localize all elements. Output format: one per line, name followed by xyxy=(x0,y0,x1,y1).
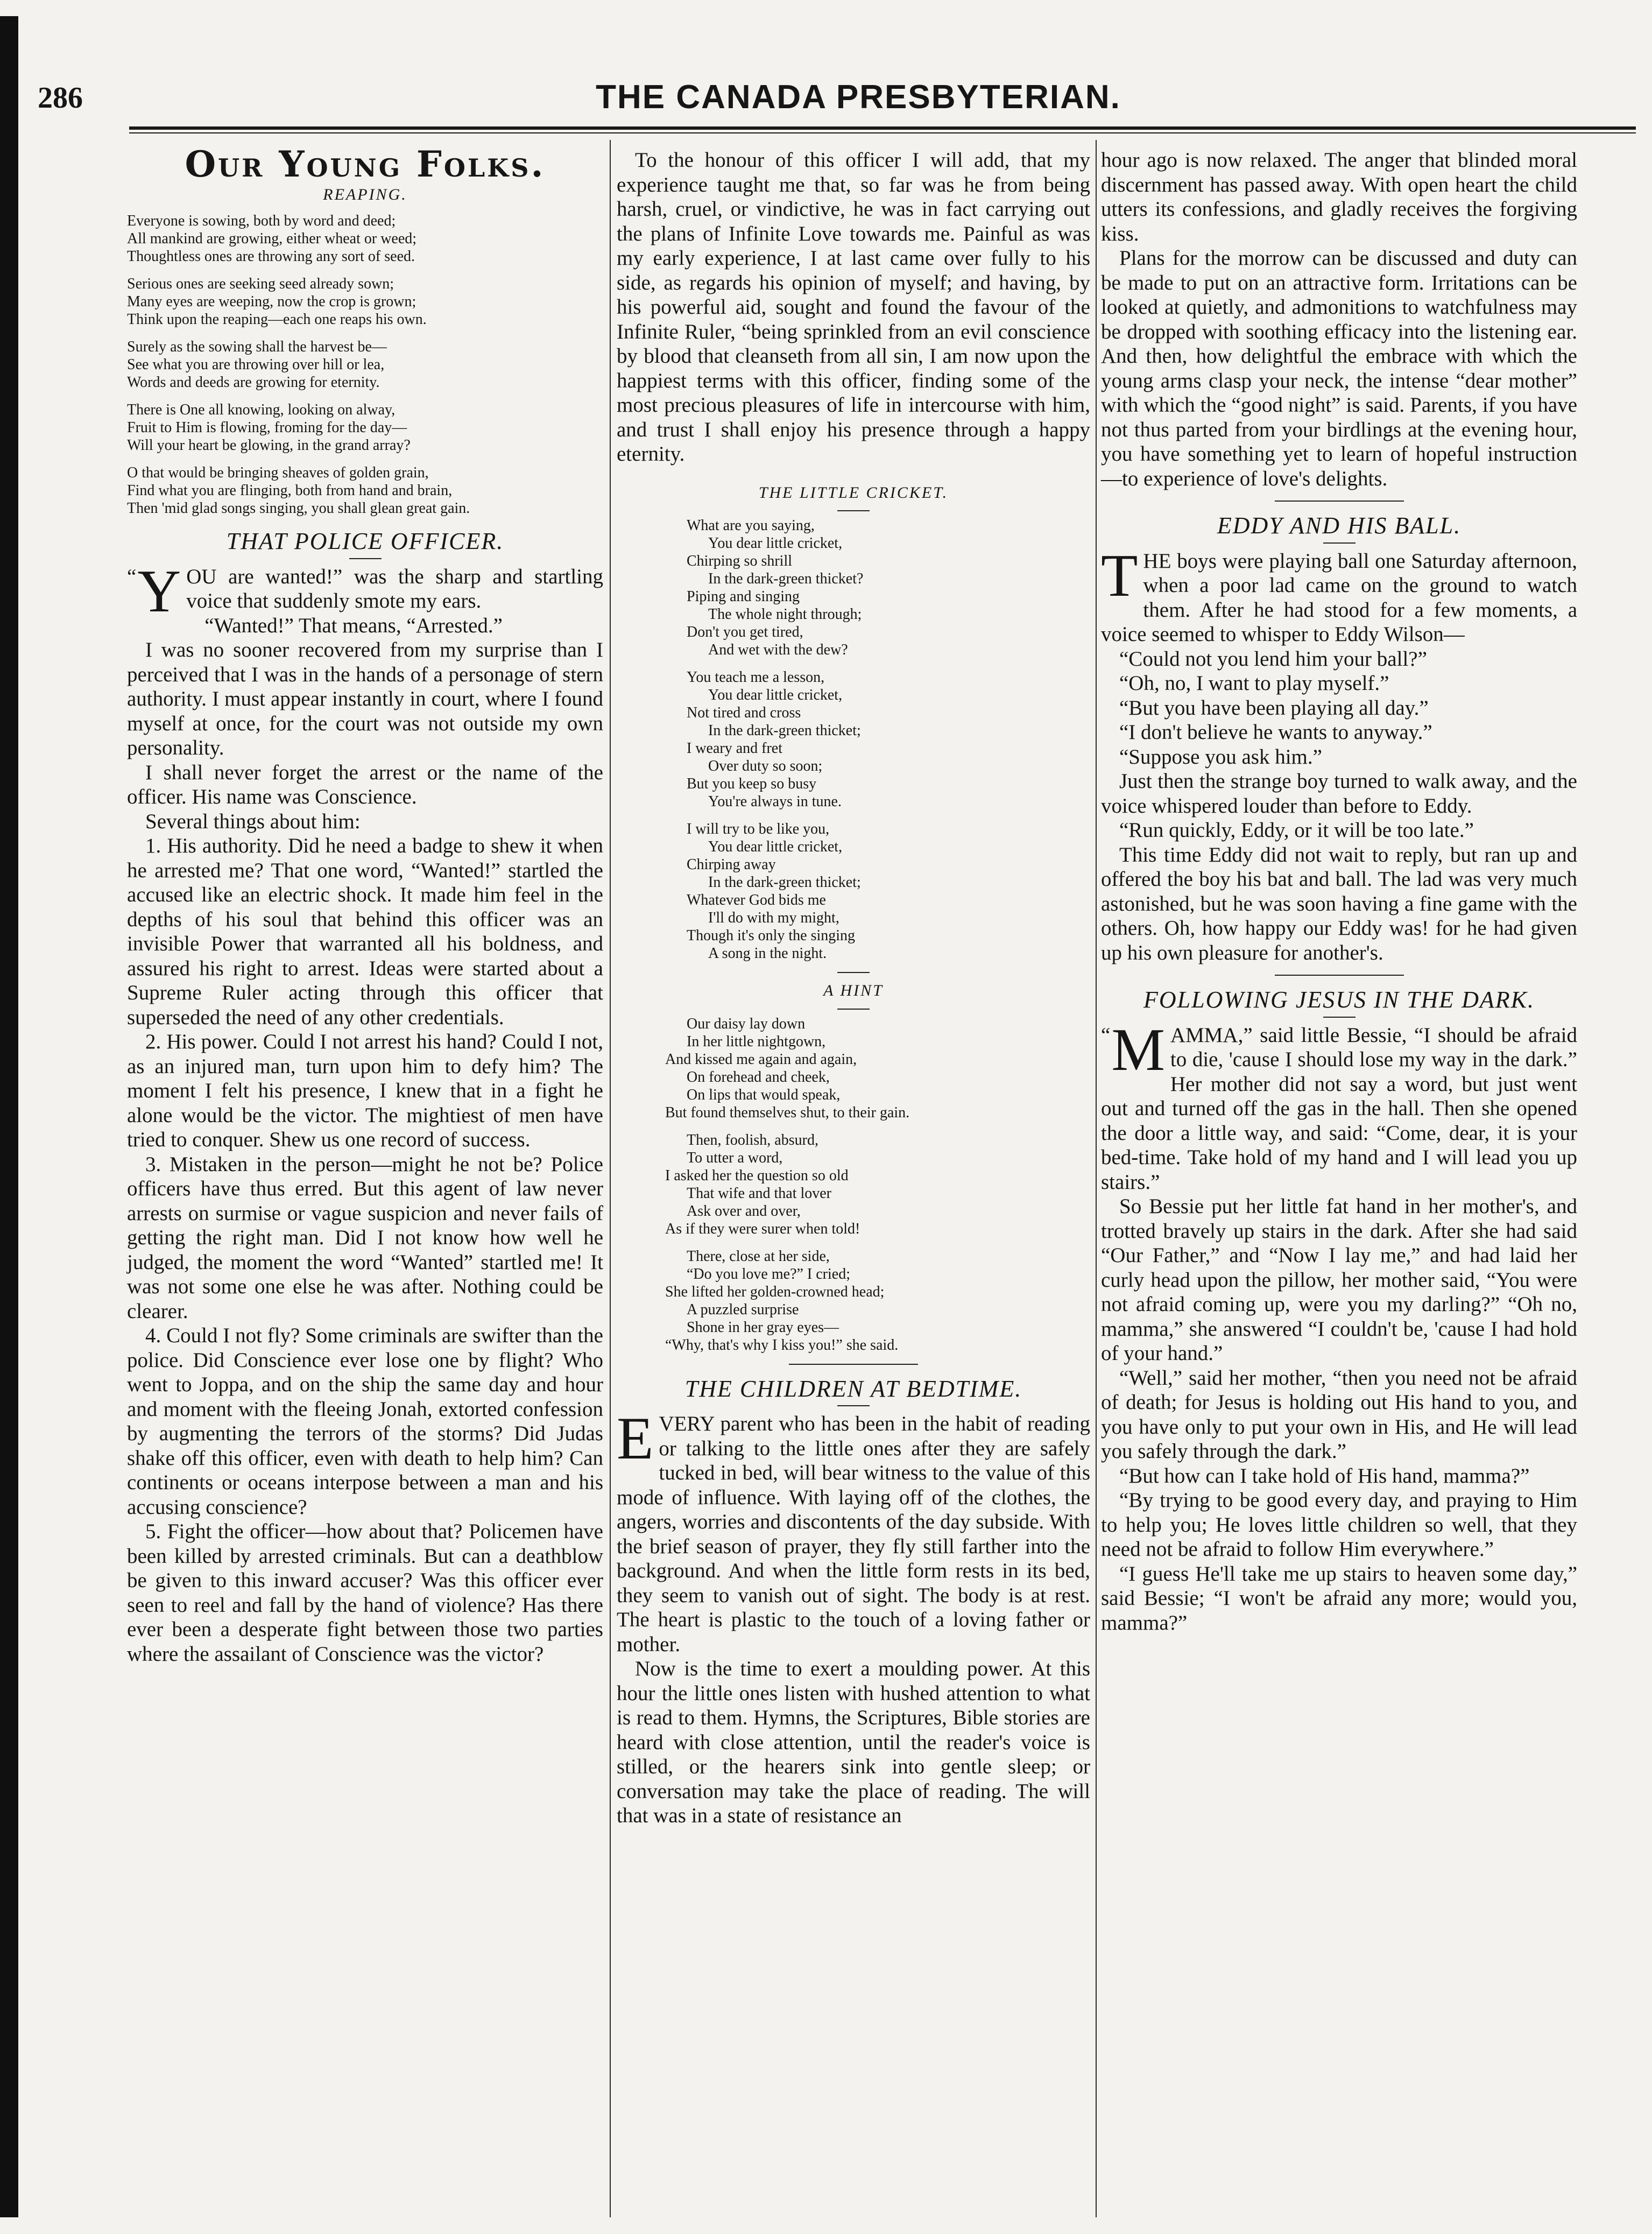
poem-line: Whatever God bids me xyxy=(687,892,826,908)
article-paragraph: “Run quickly, Eddy, or it will be too late.” xyxy=(1119,819,1474,842)
drop-cap: E xyxy=(617,1405,654,1472)
poem-line: “Do you love me?” I cried; xyxy=(687,1265,850,1282)
poem-stanza xyxy=(127,401,603,454)
article-paragraph: “Well,” said her mother, “then you need not be afraid of death; for Jesus is holding out His hand to you, and you have only to put your own in His, and He will lead you safely through the dark.” xyxy=(1101,1366,1577,1463)
article-paragraph: Plans for the morrow can be discussed and duty can be made to put on an attractive form. Irritations can be looked at quietly, and admonitions to watchfulness may be dropped with soothing efficacy into the listening ear. And then, how delightful the embrace with which the young arms clasp your neck, the intense “dear mother” with which the “good night” is said. Parents, if you have not thus parted from your birdlings at the evening hour, you have something yet to learn of hopeful instruction—to experience of love's delights. xyxy=(1101,246,1577,490)
poem-line: Many eyes are weeping, now the crop is grown; xyxy=(127,293,416,310)
article-continuation xyxy=(1101,246,1577,491)
open-quote: “ xyxy=(127,565,137,588)
poem-line: Chirping away xyxy=(687,856,776,873)
poem-hint xyxy=(665,1015,1090,1354)
poem-line: Serious ones are seeking seed already sown; xyxy=(127,276,394,292)
column-2 xyxy=(617,148,1090,1828)
poem-line: There, close at her side, xyxy=(687,1248,830,1265)
article-paragraph: “By trying to be good every day, and praying to Him to help you; He loves little children so well, that they need not be afraid to follow Him everywhere.” xyxy=(1101,1489,1577,1561)
title-dash xyxy=(837,1009,870,1010)
article-title: EDDY AND HIS BALL. xyxy=(1217,512,1462,539)
poem-line: To utter a word, xyxy=(687,1149,783,1166)
poem-title: REAPING. xyxy=(323,185,407,203)
article-paragraph: “Oh, no, I want to play myself.” xyxy=(1119,672,1389,695)
poem-reaping xyxy=(127,212,603,517)
poem-line: What are you saying, xyxy=(687,517,815,534)
poem-line: Piping and singing xyxy=(687,588,800,605)
poem-line: On forehead and cheek, xyxy=(687,1068,830,1086)
article-body xyxy=(617,1657,1090,1828)
poem-stanza xyxy=(127,212,603,265)
article-paragraph: 4. Could I not fly? Some criminals are swifter than the police. Did Conscience ever lose one by flight? Who went to Joppa, and on the ship the same day and hour and moment with the fleeing Jonah, extorted confession by augmenting the terrors of the storms? Did Judas shake off this officer, even with death to help him? Can continents or oceans interpose between a man and his accusing conscience? xyxy=(127,1324,603,1519)
poem-line: See what you are throwing over hill or lea, xyxy=(127,356,385,373)
poem-line: On lips that would speak, xyxy=(687,1086,841,1103)
article-body xyxy=(127,614,603,1667)
poem-line: Then, foolish, absurd, xyxy=(687,1131,818,1148)
article-paragraph: “I don't believe he wants to anyway.” xyxy=(1119,721,1432,744)
poem-line: In the dark-green thicket; xyxy=(708,722,861,739)
poem-line: You teach me a lesson, xyxy=(687,669,825,686)
poem-line: Not tired and cross xyxy=(687,704,801,721)
poem-line: Don't you get tired, xyxy=(687,624,803,640)
poem-stanza xyxy=(665,1248,1090,1354)
poem-line: You dear little cricket, xyxy=(708,838,843,855)
masthead-rule xyxy=(129,126,1636,130)
poem-line: There is One all knowing, looking on alway, xyxy=(127,401,396,418)
article-continuation xyxy=(617,148,1090,467)
poem-line: Think upon the reaping—each one reaps his own. xyxy=(127,311,427,328)
title-dash xyxy=(1323,1017,1356,1018)
drop-cap: Y xyxy=(137,558,181,625)
poem-line: And wet with the dew? xyxy=(708,642,848,658)
poem-line: Fruit to Him is flowing, froming for the day— xyxy=(127,419,407,436)
article-paragraph: Now is the time to exert a moulding power. At this hour the little ones listen with hushed attention to what is read to them. Hymns, the Scriptures, Bible stories are heard with close attention, until the reader's voice is stilled, or the hearers sink into gentle sleep; or conversation may take the place of reading. The will that was in a state of resistance an xyxy=(617,1657,1090,1827)
drop-cap: T xyxy=(1101,542,1138,609)
poem-line: O that would be bringing sheaves of golden grain, xyxy=(127,464,429,481)
column-divider xyxy=(610,140,611,2217)
masthead-title: THE CANADA PRESBYTERIAN. xyxy=(596,79,1121,116)
poem-line: As if they were surer when told! xyxy=(665,1220,860,1237)
poem-line: Thoughtless ones are throwing any sort of seed. xyxy=(127,248,415,265)
poem-line: You dear little cricket, xyxy=(708,687,843,703)
article-paragraph: “Suppose you ask him.” xyxy=(1119,745,1322,769)
article-paragraph xyxy=(1101,1016,1577,1195)
article-paragraph: “I guess He'll take me up stairs to heaven some day,” said Bessie; “I won't be afraid any more; would you, mamma?” xyxy=(1101,1562,1577,1634)
poem-line: But found themselves shut, to their gain. xyxy=(665,1104,910,1121)
poem-line: I asked her the question so old xyxy=(665,1167,849,1184)
poem-stanza xyxy=(127,338,603,391)
poem-stanza xyxy=(687,668,1090,811)
poem-title: THE LITTLE CRICKET. xyxy=(758,483,949,502)
poem-line: The whole night through; xyxy=(708,606,862,623)
poem-line: A song in the night. xyxy=(708,945,827,962)
article-paragraph: Several things about him: xyxy=(145,809,361,833)
article-paragraph: I shall never forget the arrest or the name of the officer. His name was Conscience. xyxy=(127,760,603,808)
poem-line: And kissed me again and again, xyxy=(665,1051,857,1068)
poem-line: You dear little cricket, xyxy=(708,535,843,552)
article-paragraph: 1. His authority. Did he need a badge to shew it when he arrested me? That one word, “Wanted!” startled the accused like an electric shock. It made him feel in the depths of his soul that behind this officer was an invisible Power that warranted all his boldness, and assured his right to arrest. Ideas were started about a Supreme Ruler acting through this officer that superseded the need of any other credentials. xyxy=(127,834,603,1029)
title-dash xyxy=(837,1405,870,1406)
poem-stanza xyxy=(127,275,603,328)
article-title: THAT POLICE OFFICER. xyxy=(226,528,504,554)
poem-line: You're always in tune. xyxy=(708,793,842,810)
poem-line: Ask over and over, xyxy=(687,1202,801,1220)
article-paragraph: To the honour of this officer I will add, that my experience taught me that, so far was he from being harsh, cruel, or vindictive, he was in fact carrying out the plans of Infinite Love towards me. Painful as was my early experience, I at last came over fully to his side, as regards his opinion of myself; and having, by his powerful aid, sought and found the favour of the Infinite Ruler, “being sprinkled from an evil conscience by blood that cleanseth from all sin, I am now upon the happiest terms with this officer, finding some of the most precious pleasures of life in intercourse with him, and trust I shall enjoy his presence through a happy eternity. xyxy=(617,149,1090,466)
masthead-rule-thin xyxy=(129,132,1636,133)
poem-line: “Why, that's why I kiss you!” she said. xyxy=(665,1336,899,1354)
poem-stanza xyxy=(665,1015,1090,1122)
separator-dash xyxy=(837,972,870,973)
column-1 xyxy=(127,143,603,1666)
poem-line: In the dark-green thicket? xyxy=(708,570,864,587)
binding-spine xyxy=(0,16,18,2217)
article-paragraph xyxy=(1101,542,1577,647)
drop-cap: M xyxy=(1111,1016,1165,1083)
department-heading: Our Young Folks. xyxy=(185,143,546,185)
article-paragraph: So Bessie put her little fat hand in her mother's, and trotted bravely up stairs in the dark. After she had said “Our Father,” and “Now I lay me,” and had laid her curly head upon the pillow, her mother said, “You were not afraid coming up, were you my darling?” “Oh no, mamma,” she answered “I couldn't be, 'cause I had hold of your hand.” xyxy=(1101,1195,1577,1365)
paragraph-text: OU are wanted!” was the sharp and startling voice that suddenly smote my ears. xyxy=(186,565,603,612)
poem-line: Over duty so soon; xyxy=(708,758,823,774)
poem-stanza xyxy=(665,1131,1090,1238)
title-dash xyxy=(349,558,382,559)
article-paragraph: “Could not you lend him your ball?” xyxy=(1119,647,1427,671)
article-body xyxy=(1101,1194,1577,1635)
paragraph-text: AMMA,” said little Bessie, “I should be afraid to die, 'cause I should lose my way in the dark.” Her mother did not say a word, but just went out and turned off the gas in the hall. Then she opened the door a little way, and said: “Come, dear, it is your bed-time. Take hold of my hand and I will lead you up stairs.” xyxy=(1101,1023,1577,1194)
poem-line: I will try to be like you, xyxy=(687,821,830,837)
article-paragraph: “But how can I take hold of His hand, mamma?” xyxy=(1119,1464,1530,1488)
poem-line: Words and deeds are growing for eternity. xyxy=(127,374,380,391)
poem-line: Our daisy lay down xyxy=(687,1015,806,1032)
article-title: FOLLOWING JESUS IN THE DARK. xyxy=(1143,986,1535,1013)
article-paragraph: 3. Mistaken in the person—might he not be? Police officers have thus erred. But this agent of law never arrests on surmise or vague suspicion and never fails of getting the right man. Did I not know how well he judged, the moment the word “Wanted” startled me! It was not some one else he was after. Nothing could be clearer. xyxy=(127,1152,603,1323)
poem-line: Though it's only the singing xyxy=(687,927,856,944)
poem-line: That wife and that lover xyxy=(687,1185,832,1202)
column-3 xyxy=(1101,148,1577,1635)
article-paragraph: 5. Fight the officer—how about that? Policemen have been killed by arrested criminals. But can a deathblow be given to this inward accuser? Was this officer ever seen to reel and fall by the hand of violence? Has there ever been a desperate fight between those two parties where the assailant of Conscience was the victor? xyxy=(127,1520,603,1666)
article-paragraph: Just then the strange boy turned to walk away, and the voice whispered louder than before to Eddy. xyxy=(1101,770,1577,818)
article-body xyxy=(1101,647,1577,966)
poem-line: In her little nightgown, xyxy=(687,1033,826,1050)
article-paragraph xyxy=(617,1405,1090,1657)
title-dash xyxy=(1323,542,1356,544)
poem-line: Chirping so shrill xyxy=(687,553,793,569)
poem-line: A puzzled surprise xyxy=(687,1301,799,1318)
poem-title: A HINT xyxy=(823,982,884,999)
poem-line: In the dark-green thicket; xyxy=(708,874,861,891)
article-paragraph xyxy=(127,558,603,625)
poem-line: All mankind are growing, either wheat or weed; xyxy=(127,230,417,247)
article-paragraph: I was no sooner recovered from my surprise than I perceived that I was in the hands of a personage of stern authority. I must appear instantly in court, where I found myself at once, for the court was not outside my own personality. xyxy=(127,638,603,759)
poem-stanza xyxy=(687,820,1090,962)
poem-line: I weary and fret xyxy=(687,740,783,757)
poem-line: Surely as the sowing shall the harvest be— xyxy=(127,339,387,355)
poem-line: I'll do with my might, xyxy=(708,910,839,926)
title-dash xyxy=(837,510,870,511)
section-rule xyxy=(1275,501,1404,502)
section-rule xyxy=(1275,975,1404,976)
article-paragraph: 2. His power. Could I not arrest his hand? Could I not, as an injured man, turn upon him to defy him? The moment I felt his presence, I knew that in a fight he alone would be the victor. The mightiest of men have tried to conquer. Shew us one record of success. xyxy=(127,1030,603,1151)
poem-line: Will your heart be glowing, in the grand array? xyxy=(127,437,411,454)
poem-line: But you keep so busy xyxy=(687,776,817,792)
article-paragraph: “Wanted!” That means, “Arrested.” xyxy=(204,614,503,637)
open-quote: “ xyxy=(1101,1023,1111,1047)
article-paragraph: “But you have been playing all day.” xyxy=(1119,696,1429,720)
poem-stanza xyxy=(127,464,603,517)
article-title: THE CHILDREN AT BEDTIME. xyxy=(684,1375,1022,1402)
column-divider xyxy=(1096,140,1097,2217)
article-paragraph: This time Eddy did not wait to reply, but ran up and offered the boy his bat and ball. The lad was very much astonished, but he was soon having a fine game with the others. Oh, how happy our Eddy was! for he had given up his own pleasure for another's. xyxy=(1101,843,1577,964)
paragraph-text: HE boys were playing ball one Saturday afternoon, when a poor lad came on the ground to watch them. After he had stood for a few moments, a voice seemed to whisper to Eddy Wilson— xyxy=(1101,549,1577,646)
poem-line: Shone in her gray eyes— xyxy=(687,1319,839,1336)
poem-line: Then 'mid glad songs singing, you shall glean great gain. xyxy=(127,500,470,517)
poem-line: Find what you are flinging, both from hand and brain, xyxy=(127,482,453,499)
article-paragraph: hour ago is now relaxed. The anger that blinded moral discernment has passed away. With open heart the child utters its confessions, and gladly receives the forgiving kiss. xyxy=(1101,149,1577,245)
poem-line: Everyone is sowing, both by word and deed; xyxy=(127,213,396,229)
section-rule xyxy=(789,1364,918,1365)
poem-cricket xyxy=(687,517,1090,962)
poem-stanza xyxy=(687,517,1090,659)
page-number: 286 xyxy=(38,81,83,115)
paragraph-text: VERY parent who has been in the habit of reading or talking to the little ones after they are safely tucked in bed, will bear witness to the value of this mode of influence. With laying off of the clothes, the angers, worries and discontents of the day subside. With the brief season of prayer, they fly still farther into the background. And when the little form rests in its bed, they seem to vanish out of sight. The body is at rest. The heart is plastic to the touch of a loving father or mother. xyxy=(617,1412,1090,1656)
poem-line: She lifted her golden-crowned head; xyxy=(665,1283,885,1300)
